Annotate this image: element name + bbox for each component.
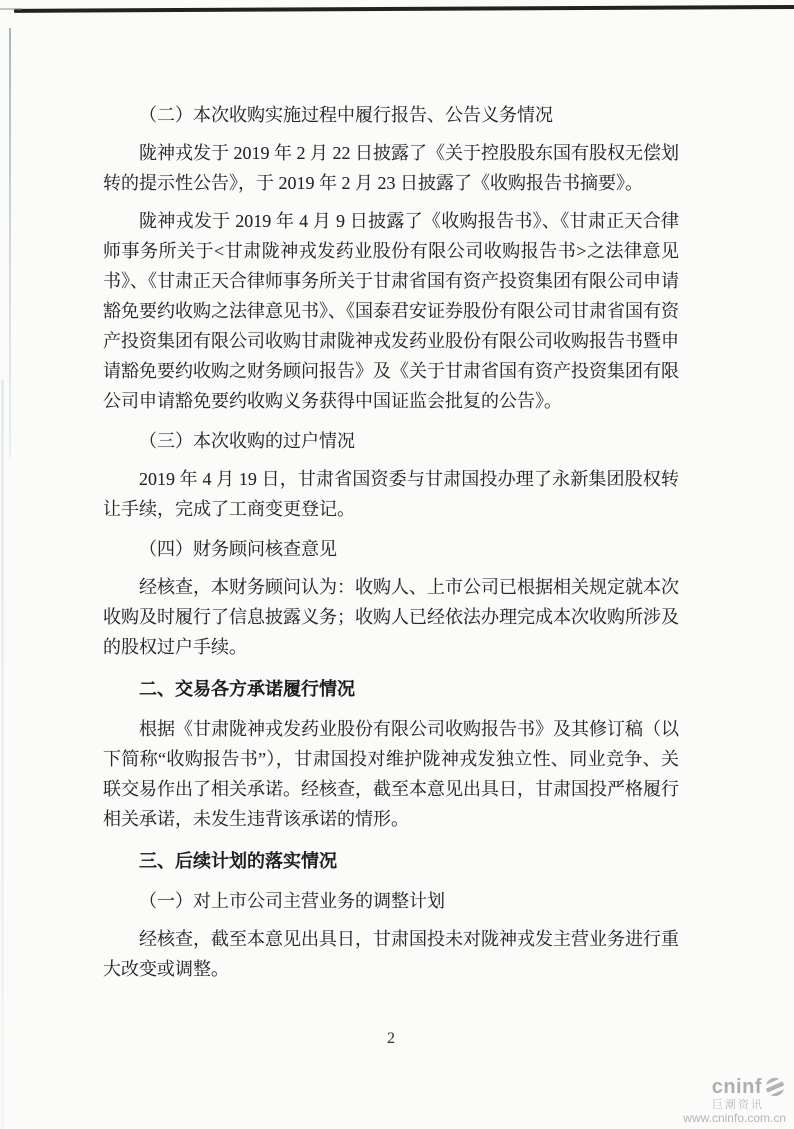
scan-top-edge-tail [0, 8, 22, 10]
cninfo-logo-url: www.cninfo.com.cn [683, 1111, 786, 1126]
paragraph: 根据《甘肃陇神戎发药业股份有限公司收购报告书》及其修订稿（以下简称“收购报告书”），甘肃国投对维护陇神戎发独立性、同业竞争、关联交易作出了相关承诺。经核查，截至本意见出具日，甘肃国投严格履行相关承诺，未发生违背该承诺的情形。 [103, 719, 679, 829]
cninfo-swirl-icon [764, 1076, 786, 1098]
page-number: 2 [387, 1030, 395, 1047]
paragraph: 2019 年 4 月 19 日，甘肃省国资委与甘肃国投办理了永新集团股权转让手续，完成了工商变更登记。 [103, 469, 679, 519]
paragraph: 经核查，截至本意见出具日，甘肃国投未对陇神戎发主营业务进行重大改变或调整。 [103, 929, 679, 979]
scan-left-edge [9, 28, 11, 458]
section-heading-4: （四）财务顾问核查意见 [139, 539, 337, 559]
section-heading-3: （三）本次收购的过户情况 [139, 431, 355, 451]
paragraph: 经核查，本财务顾问认为：收购人、上市公司已根据相关规定就本次收购及时履行了信息披露义务；收购人已经依法办理完成本次收购所涉及的股权过户手续。 [103, 577, 679, 657]
document-body [103, 100, 679, 992]
section-heading-1: （一）对上市公司主营业务的调整计划 [139, 891, 445, 911]
scan-top-edge [14, 5, 794, 13]
cninfo-watermark [656, 1076, 786, 1125]
paragraph: 陇神戎发于 2019 年 2 月 22 日披露了《关于控股股东国有股权无偿划转的提示性公告》，于 2019 年 2 月 23 日披露了《收购报告书摘要》。 [103, 143, 679, 193]
cninfo-logo-text: cninf [711, 1076, 762, 1098]
section-heading-2: （二）本次收购实施过程中履行报告、公告义务情况 [139, 105, 553, 125]
cninfo-logo-subtitle: 巨潮资讯 [712, 1099, 764, 1111]
scan-left-edge-faint [1, 380, 4, 1129]
chapter-heading-2: 二、交易各方承诺履行情况 [139, 679, 355, 699]
paragraph: 陇神戎发于 2019 年 4 月 9 日披露了《收购报告书》、《甘肃正天合律师事务所关于<甘肃陇神戎发药业股份有限公司收购报告书>之法律意见书》、《甘肃正天合律师事务所关于甘肃省国有资产投资集团有限公司申请豁免要约收购之法律意见书》、《国泰君安证券股份有限公司甘肃省国有资产投资集团有限公司收购甘肃陇神戎发药业股份有限公司收购报告书暨申请豁免要约收购之财务顾问报告》及《关于甘肃省国有资产投资集团有限公司申请豁免要约收购义务获得中国证监会批复的公告》。 [103, 211, 679, 411]
chapter-heading-3: 三、后续计划的落实情况 [139, 851, 337, 871]
